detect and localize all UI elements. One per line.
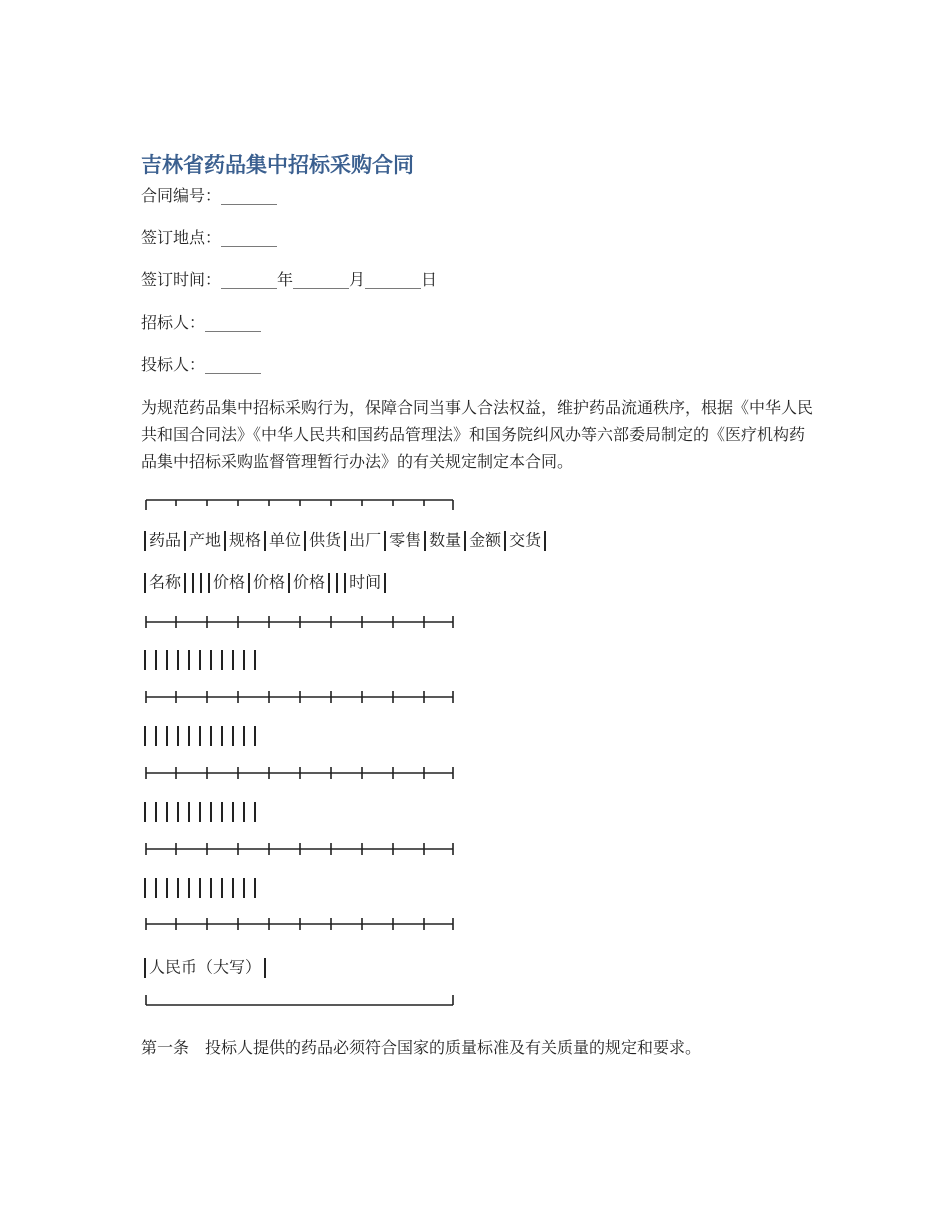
table-cell-border (210, 802, 212, 822)
table-row-divider (145, 766, 454, 780)
table-cell-border (155, 802, 157, 822)
table-cell-border (232, 650, 234, 670)
table-cell-border (210, 650, 212, 670)
table-cell-border (254, 726, 256, 746)
table-header-cell: 出厂 (349, 530, 382, 550)
table-header-cell: 产地 (189, 530, 222, 550)
sign-time-line: 签订时间：_______年_______月_______日 (141, 270, 438, 289)
table-cell-border (155, 878, 157, 898)
table-cell-border (221, 878, 223, 898)
table-cell-border (177, 878, 179, 898)
table-header-cell: 价格 (253, 572, 286, 592)
document-title: 吉林省药品集中招标采购合同 (141, 153, 414, 177)
tenderer-line: 招标人：_______ (141, 313, 262, 332)
intro-paragraph: 为规范药品集中招标采购行为，保障合同当事人合法权益，维护药品流通秩序，根据《中华人民共和国合同法》《中华人民共和国药品管理法》和国务院纠风办等六部委局制定的《医疗机构药品集中招标采购监督管理暂行办法》的有关规定制定本合同。 (141, 398, 814, 471)
table-cell-border (166, 878, 168, 898)
table-cell-border (188, 878, 190, 898)
table-header-cell: 名称 (149, 572, 182, 592)
table-cell-border (232, 878, 234, 898)
table-cell-border (221, 650, 223, 670)
table-row (144, 650, 256, 670)
table-row (144, 802, 256, 822)
table-cell-border (254, 802, 256, 822)
table-cell-border (188, 726, 190, 746)
table-cell-border (232, 802, 234, 822)
article-1: 第一条 投标人提供的药品必须符合国家的质量标准及有关质量的规定和要求。 (141, 1038, 702, 1057)
table-cell-border (144, 650, 146, 670)
table-header-cell: 价格 (293, 572, 326, 592)
table-cell-border (144, 878, 146, 898)
table-row-divider (145, 917, 454, 931)
table-cell-border (166, 726, 168, 746)
table-bottom-border (145, 993, 454, 1007)
table-cell-border (210, 878, 212, 898)
table-cell-border (166, 802, 168, 822)
table-header-cell: 零售 (389, 530, 422, 550)
table-cell-border (221, 726, 223, 746)
table-header-cell: 价格 (213, 572, 246, 592)
table-header-cell: 时间 (349, 572, 382, 592)
table-cell-border (177, 802, 179, 822)
table-row-divider (145, 615, 454, 629)
table-cell-border (232, 726, 234, 746)
table-header-cell: 供货 (309, 530, 342, 550)
table-cell-border (166, 650, 168, 670)
table-row (144, 726, 256, 746)
table-cell-border (254, 878, 256, 898)
table-header-cell: 交货 (509, 530, 542, 550)
table-cell-border (199, 650, 201, 670)
table-cell-border (243, 726, 245, 746)
table-header-cell: 单位 (269, 530, 302, 550)
table-cell-border (210, 726, 212, 746)
table-cell-border (177, 726, 179, 746)
table-header-row-2 (141, 570, 389, 595)
table-header-cell: 金额 (469, 530, 502, 550)
table-cell-border (243, 650, 245, 670)
table-cell-border (177, 650, 179, 670)
table-cell-border (144, 726, 146, 746)
table-total-row (141, 955, 269, 980)
table-row (144, 878, 256, 898)
table-header-cell: 规格 (229, 530, 262, 550)
table-cell-border (144, 802, 146, 822)
table-cell-border (188, 802, 190, 822)
table-cell-border (243, 802, 245, 822)
table-cell-border (199, 802, 201, 822)
bidder-line: 投标人：_______ (141, 355, 262, 374)
table-cell-border (188, 650, 190, 670)
table-cell-border (221, 802, 223, 822)
table-cell-border (155, 650, 157, 670)
table-cell-border (155, 726, 157, 746)
table-row-divider (145, 690, 454, 704)
contract-number-line: 合同编号：_______ (141, 186, 278, 205)
table-cell-border (243, 878, 245, 898)
table-top-border (145, 498, 454, 512)
total-label: 人民币（大写） (149, 957, 262, 977)
sign-place-line: 签订地点：_______ (141, 228, 278, 247)
table-cell-border (254, 650, 256, 670)
table-header-cell: 药品 (149, 530, 182, 550)
table-cell-border (199, 726, 201, 746)
table-header-cell: 数量 (429, 530, 462, 550)
table-header-row-1 (141, 528, 549, 553)
table-cell-border (199, 878, 201, 898)
table-row-divider (145, 842, 454, 856)
